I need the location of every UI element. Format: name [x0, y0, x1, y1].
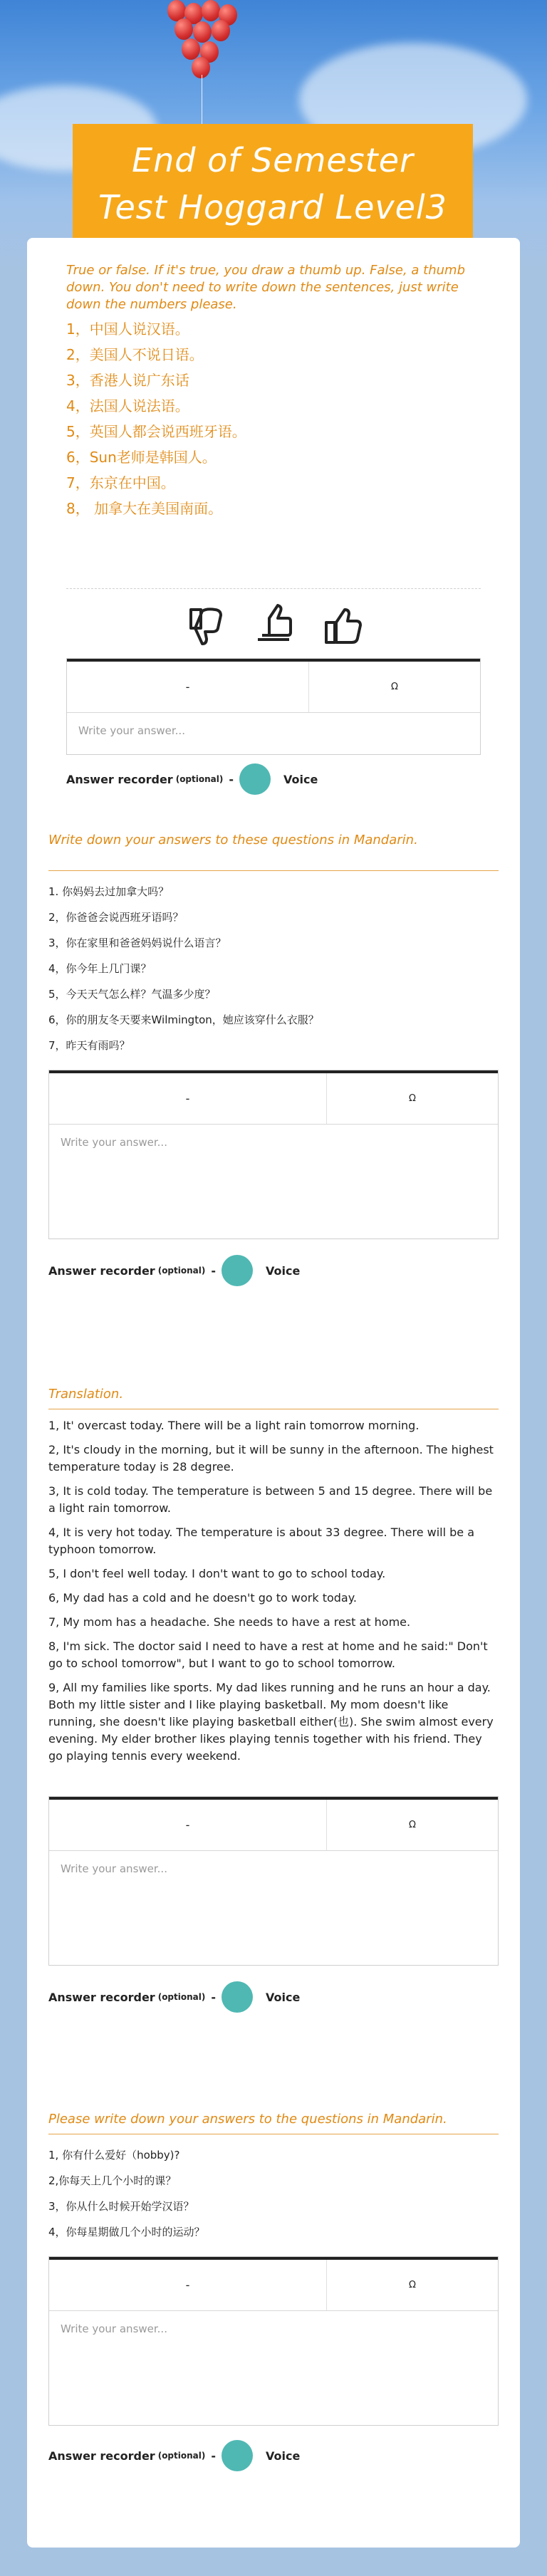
section-title: Please write down your answers to the questions in Mandarin. [48, 2112, 447, 2127]
answer-input[interactable]: Write your answer... [61, 1862, 167, 1875]
voice-label: Voice [266, 1263, 301, 1278]
balloons-image [160, 0, 246, 85]
list-item: 3，香港人说广东话 [66, 372, 189, 389]
page-title: End of Semester Test Hoggard Level3 [98, 141, 447, 226]
question-list [48, 1417, 499, 1765]
list-item: 2，美国人不说日语。 [66, 346, 204, 363]
recorder-optional: (optional) [157, 2451, 206, 2461]
list-item: 7，东京在中国。 [66, 474, 175, 491]
list-item: 8, I'm sick. The doctor said I need to have a rest at home and he said:" Don't go to school tomorrow", but I want to go to school tomorrow. [48, 1639, 488, 1670]
toolbar-omega-button[interactable]: Ω [409, 1093, 416, 1104]
answer-input[interactable]: Write your answer... [61, 1136, 167, 1149]
list-item: 4，你今年上几门课？ [48, 962, 152, 975]
list-item: 5，今天天气怎么样？气温多少度？ [48, 988, 216, 1001]
toolbar-omega-button[interactable]: Ω [409, 2280, 416, 2290]
question-list [66, 316, 494, 521]
list-item: 8， 加拿大在美国南面。 [66, 500, 223, 517]
toolbar-omega-button[interactable]: Ω [409, 1820, 416, 1830]
editor-toolbar [49, 1070, 498, 1125]
thumb-down-icon [184, 604, 226, 647]
list-item: 7, My mom has a headache. She needs to have a rest at home. [48, 1615, 411, 1629]
voice-label: Voice [266, 2449, 301, 2463]
answer-editor[interactable] [66, 658, 481, 755]
toolbar-dash-button[interactable]: - [49, 1073, 327, 1124]
thumb-sideways-icon [252, 604, 295, 647]
voice-label: Voice [283, 772, 318, 786]
list-item: 6，Sun老师是韩国人。 [66, 449, 217, 466]
divider [66, 588, 481, 589]
answer-recorder: Answer recorder (optional) - Voice [48, 1255, 300, 1286]
recorder-optional: (optional) [157, 1992, 206, 2002]
list-item: 1, 你有什么爱好（hobby)? [48, 2149, 180, 2162]
recorder-label: Answer recorder [48, 1263, 155, 1278]
record-voice-button[interactable] [222, 1255, 253, 1286]
section-title: Translation. [48, 1387, 124, 1402]
answer-recorder: Answer recorder (optional) - Voice [48, 1981, 300, 2013]
answer-recorder: Answer recorder (optional) - Voice [66, 763, 318, 795]
list-item: 7，昨天有雨吗？ [48, 1039, 130, 1052]
recorder-label: Answer recorder [48, 2449, 155, 2463]
editor-toolbar [67, 659, 480, 713]
record-voice-button[interactable] [239, 763, 271, 795]
answer-editor[interactable] [48, 2256, 499, 2426]
toolbar-dash-button[interactable]: - [49, 1800, 327, 1850]
section-title: Write down your answers to these questions in Mandarin. [48, 833, 418, 848]
list-item: 9, All my families like sports. My dad likes running and he runs an hour a day. Both my little sister and I like playing basketball. My mom doesn't like running, she doesn't like playing basketball either(也). She swim almost every evening. My elder brother likes playing tennis together with his friend. They go playing tennis every weekend. [48, 1681, 494, 1763]
thumbs-image [66, 597, 481, 654]
record-voice-button[interactable] [222, 1981, 253, 2013]
recorder-optional: (optional) [175, 774, 224, 784]
recorder-label: Answer recorder [48, 1990, 155, 2004]
list-item: 1. 你妈妈去过加拿大吗？ [48, 885, 170, 898]
toolbar-dash-button[interactable]: - [67, 662, 309, 712]
answer-recorder: Answer recorder (optional) - Voice [48, 2440, 300, 2471]
recorder-optional: (optional) [157, 1266, 206, 1276]
record-voice-button[interactable] [222, 2440, 253, 2471]
list-item: 3, It is cold today. The temperature is between 5 and 15 degree. There will be a light rain tomorrow. [48, 1484, 493, 1515]
question-list [48, 879, 499, 1058]
list-item: 4, It is very hot today. The temperature is about 33 degree. There will be a typhoon tomorrow. [48, 1526, 475, 1556]
list-item: 1, It' overcast today. There will be a light rain tomorrow morning. [48, 1419, 420, 1432]
answer-editor[interactable] [48, 1796, 499, 1966]
answer-editor[interactable] [48, 1070, 499, 1239]
toolbar-dash-button[interactable]: - [49, 2260, 327, 2310]
list-item: 6，你的朋友冬天要来Wilmington，她应该穿什么衣服？ [48, 1013, 319, 1026]
answer-input[interactable]: Write your answer... [61, 2322, 167, 2335]
answer-input[interactable]: Write your answer... [78, 724, 185, 737]
editor-toolbar [49, 2257, 498, 2311]
thumb-up-icon [321, 604, 363, 647]
list-item: 2,你每天上几个小时的课？ [48, 2174, 177, 2187]
list-item: 4，你每星期做几个小时的运动？ [48, 2226, 205, 2238]
recorder-label: Answer recorder [66, 772, 173, 786]
toolbar-omega-button[interactable]: Ω [391, 682, 398, 692]
list-item: 4，法国人说法语。 [66, 397, 189, 414]
question-list [48, 2142, 499, 2245]
editor-toolbar [49, 1797, 498, 1851]
content-card [27, 238, 520, 2548]
list-item: 5，英国人都会说西班牙语。 [66, 423, 246, 440]
list-item: 6, My dad has a cold and he doesn't go to work today. [48, 1591, 358, 1605]
voice-label: Voice [266, 1990, 301, 2004]
list-item: 3，你在家里和爸爸妈妈说什么语言？ [48, 937, 226, 949]
list-item: 2，你爸爸会说西班牙语吗？ [48, 911, 184, 924]
list-item: 1，中国人说汉语。 [66, 320, 189, 338]
list-item: 3，你从什么时候开始学汉语？ [48, 2200, 194, 2213]
title-banner [73, 124, 473, 244]
list-item: 2, It's cloudy in the morning, but it will be sunny in the afternoon. The highest temperature today is 28 degree. [48, 1443, 494, 1474]
list-item: 5, I don't feel well today. I don't want to go to school today. [48, 1567, 386, 1580]
section-instructions: True or false. If it's true, you draw a thumb up. False, a thumb down. You don't need to write down the sentences, just write down the numbers please. [66, 263, 466, 312]
